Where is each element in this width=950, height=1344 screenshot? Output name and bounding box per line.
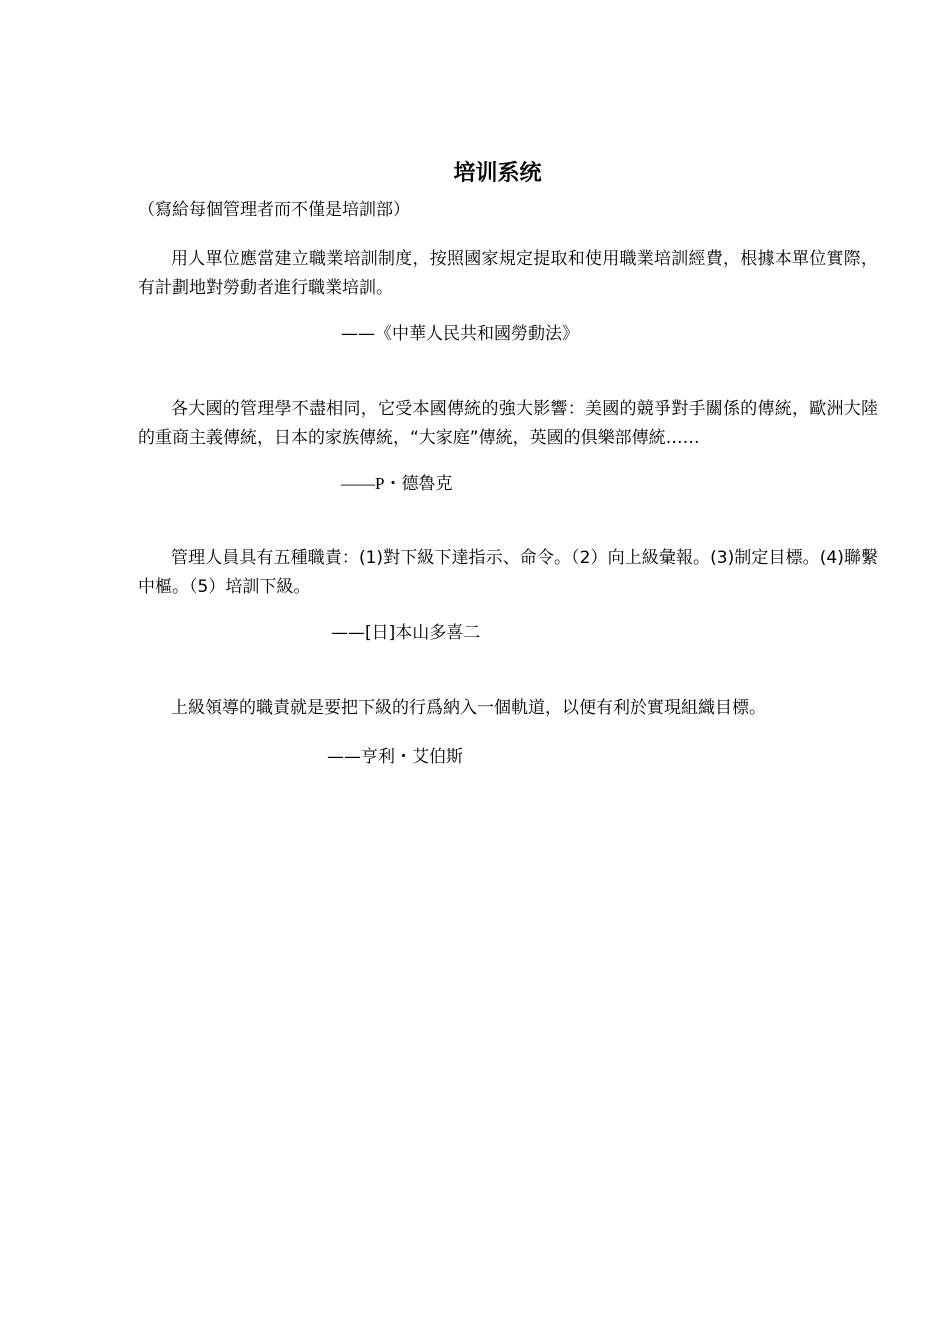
quote-text: 上級領導的職責就是要把下級的行爲納入一個軌道，以便有利於實現組織目標。 — [171, 698, 766, 718]
quote-attribution: ——P・德魯克 — [341, 474, 453, 493]
quote-attribution: ——《中華人民共和國勞動法》 — [341, 324, 579, 344]
quote-attribution: ——[日]本山多喜二 — [331, 623, 481, 643]
quote-attribution: ——亨利・艾伯斯 — [327, 747, 463, 767]
quote-text: 管理人員具有五種職責：(1)對下級下達指示、命令。（2）向上級彙報。(3)制定目標。(4)聯繫中樞。（5）培訓下級。 — [138, 548, 878, 597]
quote-text: 各大國的管理學不盡相同，它受本國傳統的強大影響：美國的競爭對手關係的傳統，歐洲大陸的重商主義傳統，日本的家族傳統，“大家庭”傳統，英國的俱樂部傳統…… — [138, 399, 878, 448]
quote-text: 用人單位應當建立職業培訓制度，按照國家規定提取和使用職業培訓經費，根據本單位實際，有計劃地對勞動者進行職業培訓。 — [138, 249, 878, 298]
document-title: 培训系统 — [453, 161, 542, 186]
document-subtitle: （寫給每個管理者而不僅是培訓部） — [138, 200, 410, 220]
